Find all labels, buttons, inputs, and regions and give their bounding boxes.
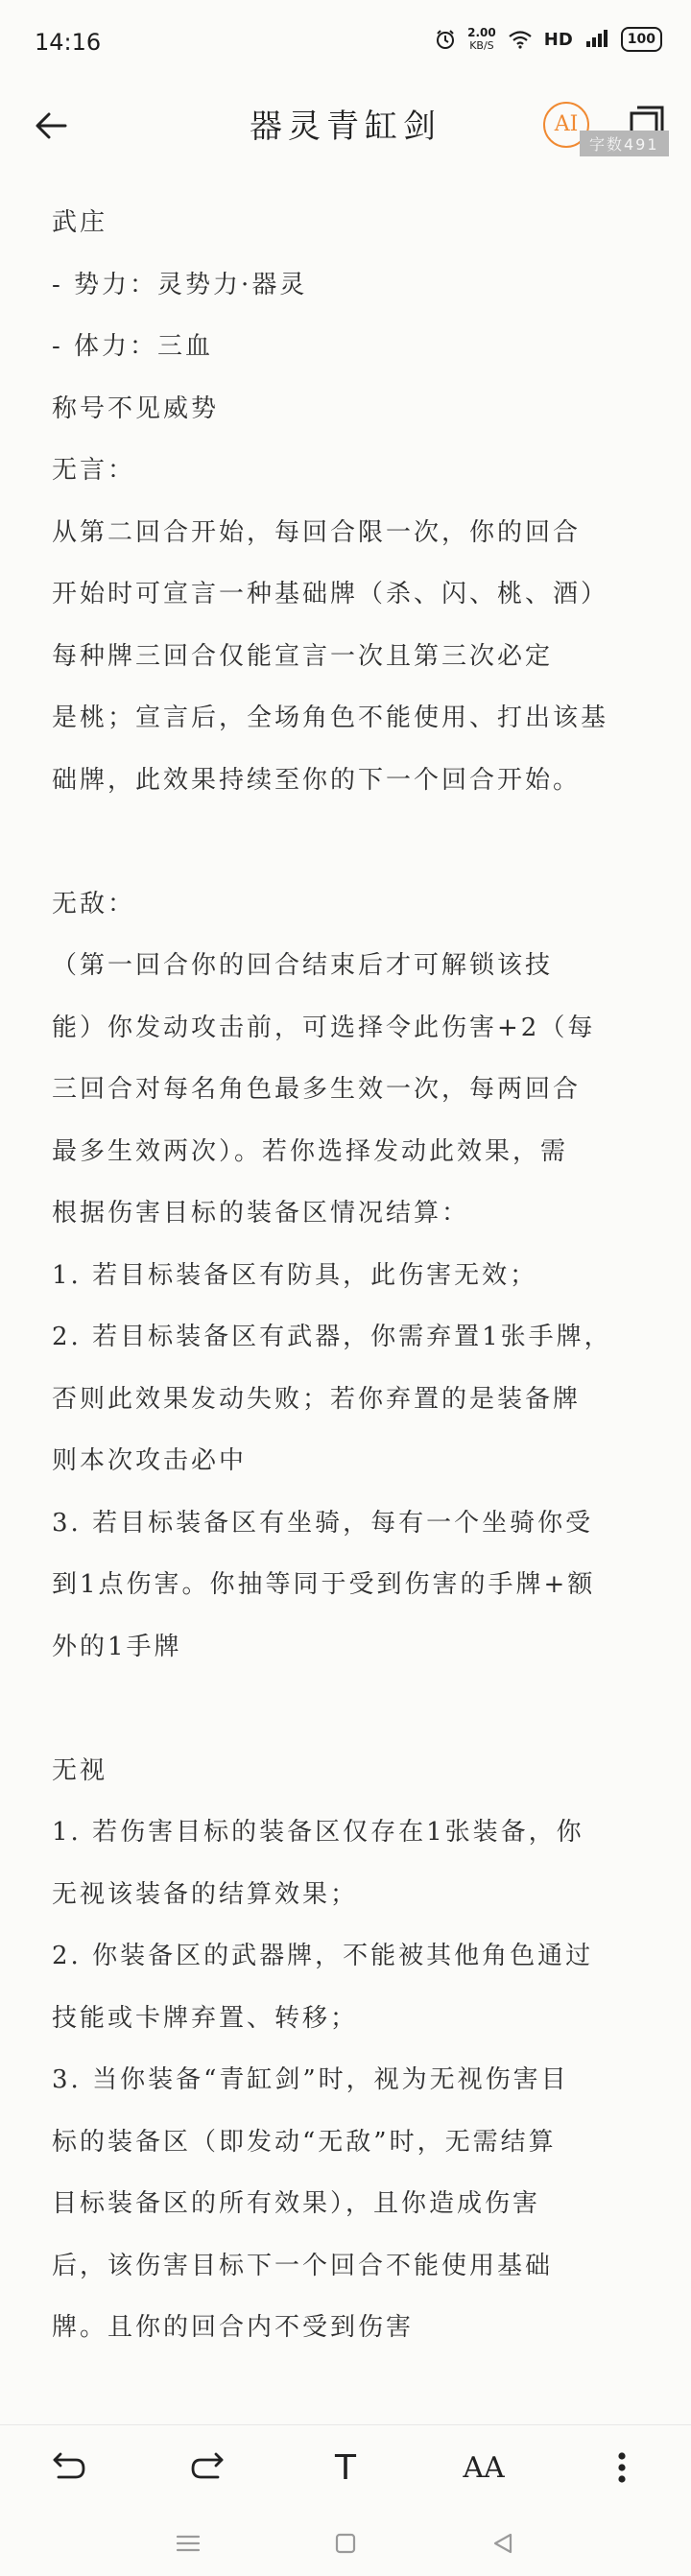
- ai-icon: AI: [554, 112, 579, 136]
- text-line: 3. 若目标装备区有坐骑，每有一个坐骑你受: [52, 1508, 594, 1538]
- nav-back-button[interactable]: [484, 2524, 522, 2563]
- nav-home-button[interactable]: [326, 2524, 365, 2563]
- blank-line: [52, 811, 647, 873]
- undo-icon: [51, 2450, 87, 2485]
- text-icon: T: [335, 2447, 356, 2488]
- nav-menu-button[interactable]: [169, 2524, 207, 2563]
- alarm-icon: [435, 29, 456, 50]
- text-line: 后，该伤害目标下一个回合不能使用基础: [52, 2251, 554, 2280]
- text-line: 2. 若目标装备区有武器，你需弃置1张手牌，: [52, 1323, 612, 1351]
- back-icon: [491, 2532, 514, 2555]
- font-size-button[interactable]: [457, 2444, 511, 2492]
- battery-indicator: 100: [621, 27, 662, 52]
- more-button[interactable]: [595, 2444, 649, 2492]
- text-line: 牌。且你的回合内不受到伤害: [52, 2313, 415, 2342]
- signal-icon: [584, 28, 609, 52]
- text-line: 最多生效两次）。若你选择发动此效果，需: [52, 1136, 569, 1166]
- top-bar: [0, 86, 691, 173]
- text-line: 是桃；宣言后，全场角色不能使用、打出该基: [52, 704, 609, 732]
- system-nav-bar: [0, 2515, 691, 2576]
- text-line: 每种牌三回合仅能宣言一次且第三次必定: [52, 641, 554, 671]
- text-format-button[interactable]: [319, 2444, 372, 2492]
- document-title: 器灵青缸剑: [250, 107, 441, 146]
- status-bar: [0, 0, 691, 86]
- undo-button[interactable]: [42, 2444, 96, 2492]
- text-line: 1. 若目标装备区有防具，此伤害无效；: [52, 1260, 538, 1290]
- hd-badge: HD: [543, 29, 573, 50]
- text-line: 标的装备区（即发动“无敌”时，无需结算: [52, 2127, 557, 2157]
- blank-line: [52, 1678, 647, 1740]
- net-speed-unit: KB/S: [469, 39, 494, 52]
- text-line: 础牌，此效果持续至你的下一个回合开始。: [52, 765, 582, 795]
- text-line: 外的1手牌: [52, 1632, 182, 1661]
- text-line: 1. 若伤害目标的装备区仅存在1张装备，你: [52, 1818, 584, 1847]
- text-line: 目标装备区的所有效果），且你造成伤害: [52, 2189, 541, 2218]
- text-line: 无视: [52, 1755, 108, 1785]
- text-line: 无言：: [52, 456, 136, 485]
- text-line: 能）你发动攻击前，可选择令此伤害+2（每: [52, 1013, 596, 1042]
- text-line: 开始时可宣言一种基础牌（杀、闪、桃、酒）: [52, 580, 609, 608]
- text-line: （第一回合你的回合结束后才可解锁该技: [52, 951, 554, 980]
- net-speed: [467, 27, 496, 52]
- text-line: 2. 你装备区的武器牌，不能被其他角色通过: [52, 1942, 594, 1970]
- redo-icon: [189, 2450, 226, 2485]
- text-line: 则本次攻击必中: [52, 1446, 248, 1475]
- redo-button[interactable]: [180, 2444, 234, 2492]
- text-line: 否则此效果发动失败；若你弃置的是装备牌: [52, 1384, 582, 1414]
- text-line: 到1点伤害。你抽等同于受到伤害的手牌+额: [52, 1570, 596, 1599]
- text-line: - 体力：三血: [52, 332, 214, 361]
- home-icon: [334, 2532, 357, 2555]
- text-line: 称号不见威势: [52, 394, 220, 423]
- status-time: 14:16: [35, 29, 102, 56]
- text-line: 三回合对每名角色最多生效一次，每两回合: [52, 1075, 582, 1104]
- status-icons: [435, 27, 662, 52]
- word-count-badge: 字数491: [580, 131, 669, 156]
- text-line: 3. 当你装备“青缸剑”时，视为无视伤害目: [52, 2065, 569, 2094]
- toolbar-divider: [0, 2424, 691, 2425]
- net-speed-value: 2.00: [467, 26, 496, 39]
- wifi-icon: [508, 30, 533, 49]
- font-size-icon: AA: [463, 2450, 505, 2485]
- text-line: - 势力：灵势力·器灵: [52, 270, 308, 299]
- editing-toolbar: [0, 2438, 691, 2497]
- document-body[interactable]: [52, 192, 647, 2359]
- menu-icon: [176, 2534, 201, 2553]
- more-icon: [617, 2451, 627, 2484]
- text-line: 武庄: [52, 208, 108, 237]
- text-line: 根据伤害目标的装备区情况结算：: [52, 1199, 470, 1228]
- text-line: 技能或卡牌弃置、转移；: [52, 2003, 359, 2033]
- text-line: 无视该装备的结算效果；: [52, 1879, 359, 1909]
- text-line: 无敌：: [52, 889, 136, 918]
- text-line: 从第二回合开始，每回合限一次，你的回合: [52, 517, 582, 547]
